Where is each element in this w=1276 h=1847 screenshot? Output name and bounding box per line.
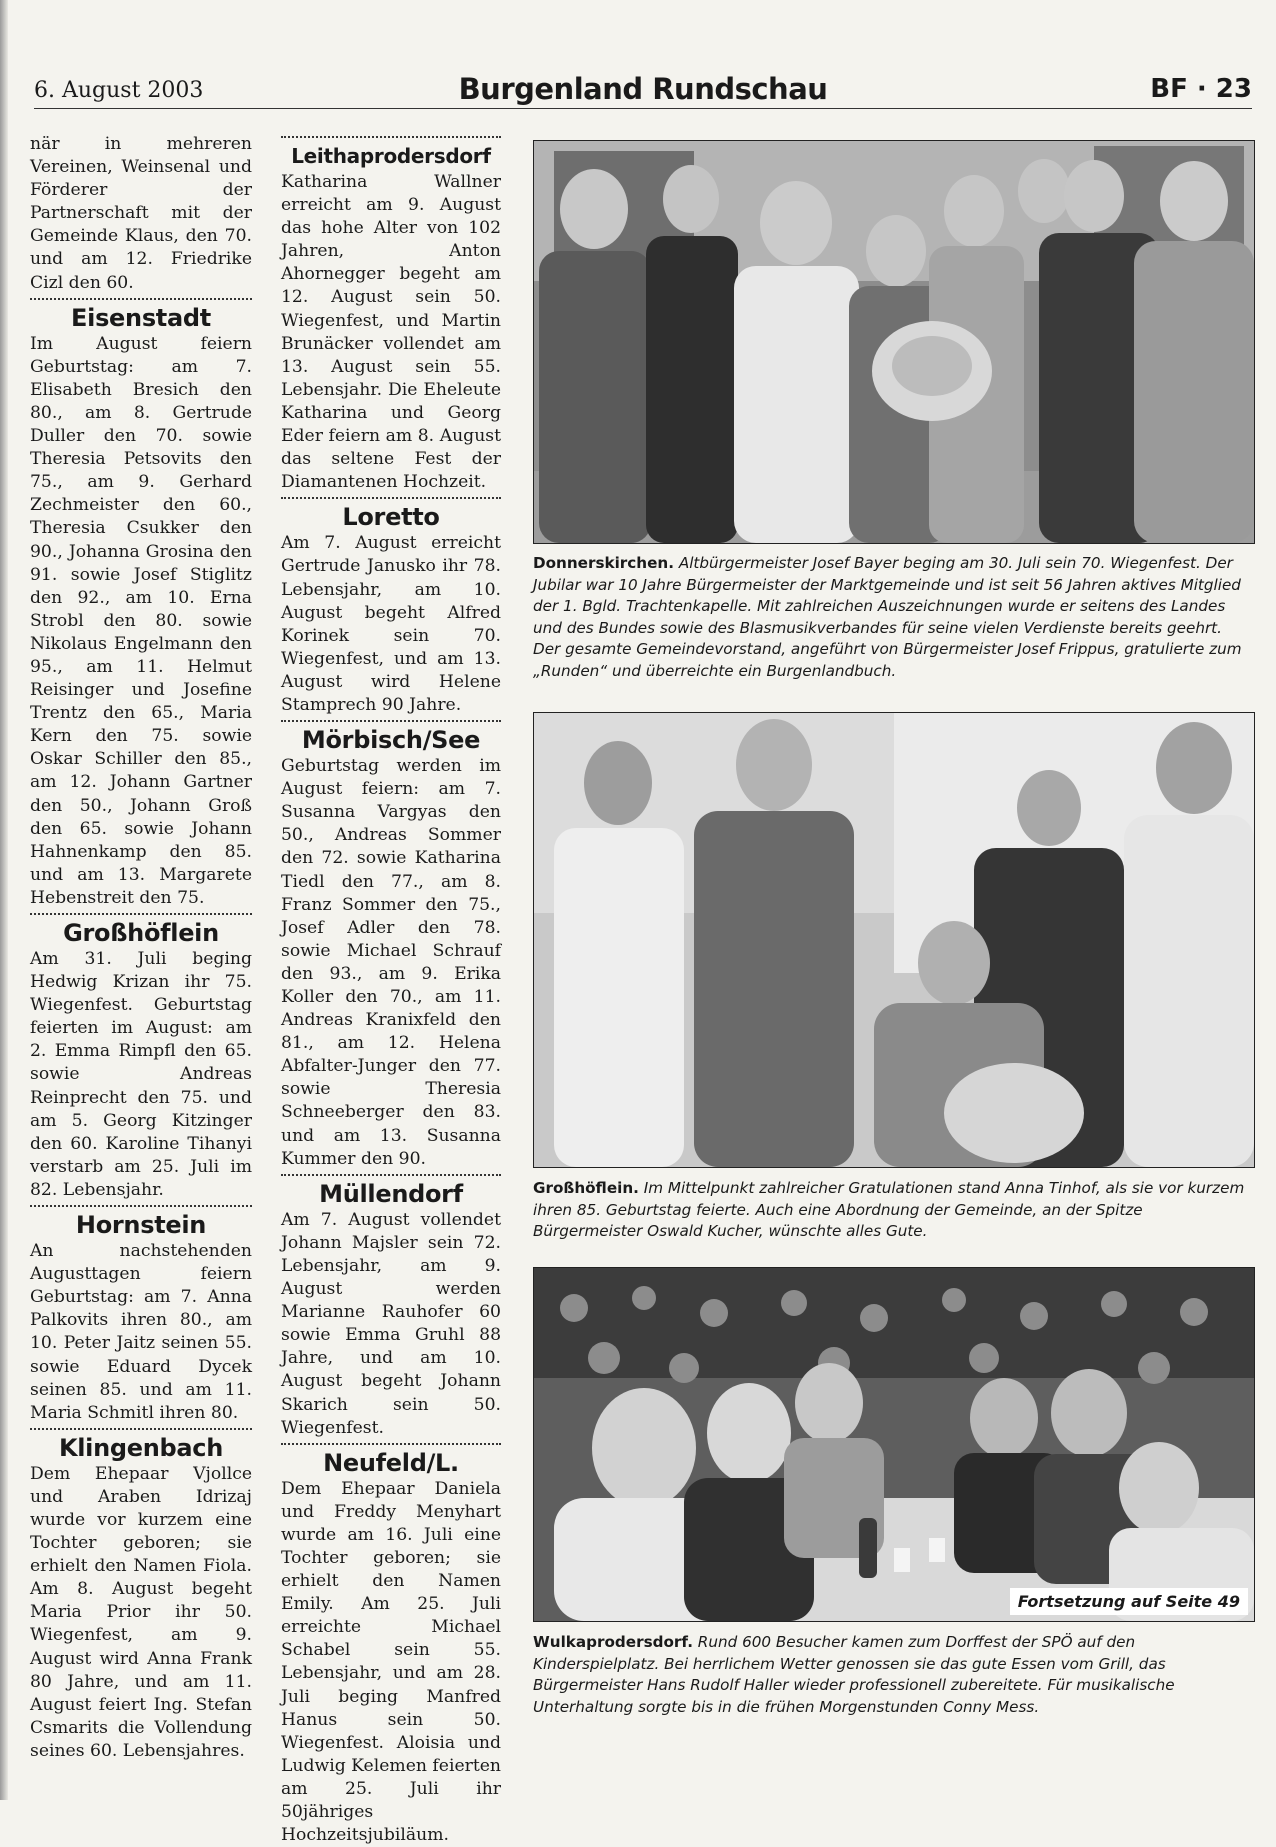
intro-text: när in mehreren Vereinen, Weinsenal und Förderer der Partnerschaft mit der Gemeinde Klaus, den 70. und am 12. Friedrike Cizl den 60.: [30, 134, 252, 293]
section-text: Am 7. August vollendet Johann Majsler sein 72. Lebensjahr, am 9. August werden Marianne Rauhofer 60 sowie Emma Gruhl 88 Jahre, und am 10. August begeht Johann Skarich sein 50. Wiegenfest.: [281, 1209, 501, 1438]
column-2: [281, 133, 501, 1847]
dotted-separator: [30, 1205, 252, 1207]
section-title: Hornstein: [75, 1211, 207, 1240]
page-number: BF · 23: [1150, 74, 1252, 104]
newspaper-title: Burgenland Rundschau: [458, 72, 828, 106]
caption-place: Donnerskirchen.: [533, 554, 674, 572]
dotted-separator: [30, 913, 252, 915]
section-text: Geburtstag werden im August feiern: am 7. Susanna Vargyas den 50., Andreas Sommer den 72. sowie Katharina Tiedl den 77., am 8. Franz Sommer den 75., Josef Adler den 78. sowie Michael Schrauf den 93., am 9. Erika Koller den 70., am 11. Andreas Kranixfeld den 81., am 12. Helena Abfalter-Junger den 77. sowie Theresia Schneeberger den 83. und am 13. Susanna Kummer den 90.: [281, 756, 501, 1169]
photo-donnerskirchen: [533, 140, 1255, 544]
section-grosshoeflein: [30, 913, 252, 1202]
section-text: Dem Ehepaar Vjollce und Araben Idrizaj wurde vor kurzem eine Tochter geboren; sie erhielt den Namen Fiola. Am 8. August begeht Maria Prior ihr 50. Wiegenfest, am 9. August wird Anna Frank 80 Jahre, und am 11. August feiert Ing. Stefan Csmarits die Vollendung seines 60. Lebensjahres.: [30, 1463, 252, 1761]
section-moerbisch: [281, 720, 501, 1171]
section-eisenstadt: [30, 298, 252, 910]
section-title: Eisenstadt: [71, 303, 211, 332]
section-title: Klingenbach: [58, 1433, 224, 1462]
caption-text: Altbürgermeister Josef Bayer beging am 30. Juli sein 70. Wiegenfest. Der Jubilar war 10 Jahre Bürgermeister der Marktgemeinde und ist seit 56 Jahren aktives Mitglied der 1. Bgld. Trachtenkapelle. Mit zahlreichen Auszeichnungen wurde er seitens des Landes und des Bundes sowie des Blasmusikverbandes für seine vielen Verdienste bereits geehrt. Der gesamte Gemeindevorstand, angeführt von Bürgermeister Josef Frippus, gratulierte zum „Runden“ und überreichte ein Burgenlandbuch.: [533, 554, 1242, 680]
column-1: [30, 133, 252, 1763]
section-title: Mörbisch/See: [301, 726, 481, 755]
page-header: [34, 70, 1252, 109]
section-text: Im August feiern Geburtstag: am 7. Elisabeth Bresich den 80., am 8. Gertrude Duller den 70. sowie Theresia Petsovits den 75., am 9. Gerhard Zechmeister den 60., Theresia Csukker den 90., Johanna Grosina den 91. sowie Josef Stiglitz den 92., am 10. Erna Strobl den 80. sowie Nikolaus Engelmann den 95., am 11. Helmut Reisinger und Josefine Trentz den 65., Maria Kern den 75. sowie Oskar Schiller den 85., am 12. Johann Gartner den 50., Johann Groß den 65. sowie Johann Hahnenkamp den 85. und am 13. Margarete Hebenstreit den 75.: [30, 333, 252, 908]
section-text: Am 7. August erreicht Gertrude Janusko ihr 78. Lebensjahr, am 10. August begeht Alfred Korinek sein 70. Wiegenfest, und am 13. August wird Helene Stamprech 90 Jahre.: [281, 533, 501, 715]
caption-wulkaprodersdorf: [533, 1632, 1253, 1718]
page-spine-shadow: [0, 0, 8, 1800]
section-title: Neufeld/L.: [323, 1448, 459, 1477]
dotted-separator: [281, 136, 501, 138]
dotted-separator: [281, 720, 501, 722]
section-text: An nachstehenden Augusttagen feiern Geburtstag: am 7. Anna Palkovits ihren 80., am 10. Peter Jaitz seinen 55. sowie Eduard Dycek seinen 85. und am 11. Maria Schmitl ihren 80.: [30, 1241, 252, 1423]
section-muellendorf: [281, 1174, 501, 1440]
caption-text: Rund 600 Besucher kamen zum Dorffest der SPÖ auf den Kinderspielplatz. Bei herrlichem Wetter genossen sie das gute Essen vom Grill, das Bürgermeister Hans Rudolf Haller wieder professionell zubereitete. Für musikalische Unterhaltung sorgte bis in die frühen Morgenstunden Conny Mess.: [533, 1633, 1175, 1716]
continuation-note: Fortsetzung auf Seite 49: [1010, 1588, 1248, 1615]
section-klingenbach: [30, 1428, 252, 1763]
caption-place: Wulkaprodersdorf.: [533, 1633, 693, 1651]
section-text: Am 31. Juli beging Hedwig Krizan ihr 75. Wiegenfest. Geburtstag feierten im August: am 2. Emma Rimpfl den 65. sowie Andreas Reinprecht den 75. und am 5. Georg Kitzinger den 60. Karoline Tihanyi verstarb am 25. Juli im 82. Lebensjahr.: [30, 949, 252, 1200]
section-hornstein: [30, 1205, 252, 1425]
section-title: Müllendorf: [319, 1179, 463, 1208]
section-text: Katharina Wallner erreicht am 9. August das hohe Alter von 102 Jahren, Anton Ahornegger begeht am 12. August sein 50. Wiegenfest, und Martin Brunäcker vollendet am 13. August sein 55. Lebensjahr. Die Eheleute Katharina und Georg Eder feiern am 8. August das seltene Fest der Diamantenen Hochzeit.: [281, 172, 501, 493]
dotted-separator: [281, 1443, 501, 1445]
section-title: Leithaprodersdorf: [291, 144, 491, 168]
dotted-separator: [281, 1174, 501, 1176]
section-text: Dem Ehepaar Daniela und Freddy Menyhart wurde am 16. Juli eine Tochter geboren; sie erhielt den Namen Emily. Am 25. Juli erreichte Michael Schabel sein 55. Lebensjahr, und am 28. Juli beging Manfred Hanus sein 50. Wiegenfest. Aloisia und Ludwig Kelemen feierten am 25. Juli ihr 50jähriges Hochzeitsjubiläum.: [281, 1478, 501, 1846]
issue-date: 6. August 2003: [34, 78, 204, 103]
caption-text: Im Mittelpunkt zahlreicher Gratulationen stand Anna Tinhof, als sie vor kurzem ihren 85. Geburtstag feierte. Auch eine Abordnung der Gemeinde, an der Spitze Bürgermeister Oswald Kucher, wünschte alles Gute.: [533, 1179, 1245, 1241]
dotted-separator: [281, 497, 501, 499]
caption-grosshoeflein: [533, 1178, 1253, 1243]
caption-place: Großhöflein.: [533, 1179, 639, 1197]
section-neufeld: [281, 1443, 501, 1847]
section-leithaprodersdorf: [281, 136, 501, 494]
dotted-separator: [30, 1428, 252, 1430]
section-loretto: [281, 497, 501, 717]
photo-grosshoeflein: [533, 712, 1255, 1168]
section-title: Großhöflein: [63, 919, 219, 947]
dotted-separator: [30, 298, 252, 300]
section-title: Loretto: [342, 503, 440, 532]
photo-wulkaprodersdorf: [533, 1267, 1255, 1622]
caption-donnerskirchen: [533, 553, 1253, 683]
